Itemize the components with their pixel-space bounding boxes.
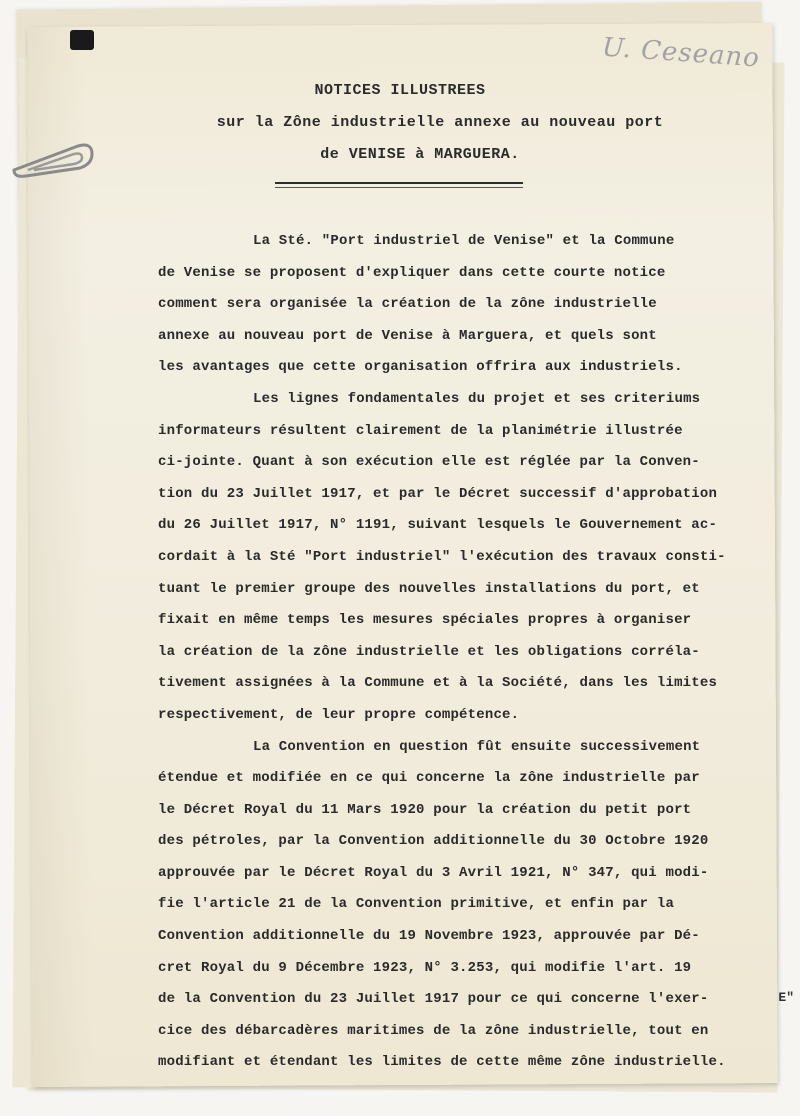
text-line: respectivement, de leur propre compétence. bbox=[158, 706, 520, 723]
text-line: La Sté. "Port industriel de Venise" et la Commune bbox=[253, 233, 675, 249]
text-line: tivement assignées à la Commune et à la Société, dans les limites bbox=[158, 675, 718, 692]
text-line: Les lignes fondamentales du projet et ses criteriums bbox=[253, 390, 701, 407]
handwritten-note: U. Ceseano bbox=[601, 32, 761, 74]
title-divider bbox=[275, 182, 523, 188]
text-line: Convention additionnelle du 19 Novembre 1923, approuvée par Dé- bbox=[158, 928, 700, 945]
text-line: cordait à la Sté "Port industriel" l'exécution des travaux consti- bbox=[158, 548, 726, 565]
text-line: comment sera organisée la création de la zône industrielle bbox=[158, 296, 657, 313]
text-line: tuant le premier groupe des nouvelles installations du port, et bbox=[158, 580, 700, 597]
text-line: annexe au nouveau port de Venise à Marguera, et quels sont bbox=[158, 327, 657, 344]
binding-string bbox=[70, 30, 94, 50]
text-line: ci-jointe. Quant à son exécution elle est réglée par la Conven- bbox=[158, 454, 700, 471]
margin-mark: E" bbox=[778, 990, 794, 1005]
title-line-3: de VENISE à MARGUERA. bbox=[320, 146, 520, 163]
text-line: fie l'article 21 de la Convention primitive, et enfin par la bbox=[158, 896, 675, 913]
document-title bbox=[0, 75, 800, 171]
text-line: le Décret Royal du 11 Mars 1920 pour la création du petit port bbox=[158, 801, 692, 818]
text-line: du 26 Juillet 1917, N° 1191, suivant lesquels le Gouvernement ac- bbox=[158, 517, 718, 534]
text-line: informateurs résultent clairement de la planimétrie illustrée bbox=[158, 422, 683, 439]
text-line: tion du 23 Juillet 1917, et par le Décret successif d'approbation bbox=[158, 485, 718, 502]
text-line: les avantages que cette organisation offrira aux industriels. bbox=[158, 359, 683, 376]
text-line: cret Royal du 9 Décembre 1923, N° 3.253, qui modifie l'art. 19 bbox=[158, 959, 692, 976]
text-line: approuvée par le Décret Royal du 3 Avril 1921, N° 347, qui modi- bbox=[158, 864, 709, 881]
text-line: de la Convention du 23 Juillet 1917 pour ce qui concerne l'exer- bbox=[158, 991, 709, 1008]
title-line-2: sur la Zône industrielle annexe au nouveau port bbox=[216, 114, 664, 131]
text-line: étendue et modifiée en ce qui concerne la zône industrielle par bbox=[158, 770, 700, 787]
document-body bbox=[158, 226, 738, 1079]
text-line: fixait en même temps les mesures spéciales propres à organiser bbox=[158, 612, 692, 629]
text-line: la création de la zône industrielle et les obligations corréla- bbox=[158, 643, 700, 660]
text-line: des pétroles, par la Convention additionnelle du 30 Octobre 1920 bbox=[158, 833, 709, 850]
text-line: cice des débarcadères maritimes de la zône industrielle, tout en bbox=[158, 1022, 709, 1039]
title-line-1: NOTICES ILLUSTREES bbox=[314, 82, 486, 99]
text-line: de Venise se proposent d'expliquer dans cette courte notice bbox=[158, 264, 666, 281]
text-line: modifiant et étendant les limites de cette même zône industrielle. bbox=[158, 1054, 726, 1071]
text-line: La Convention en question fût ensuite successivement bbox=[253, 738, 701, 755]
